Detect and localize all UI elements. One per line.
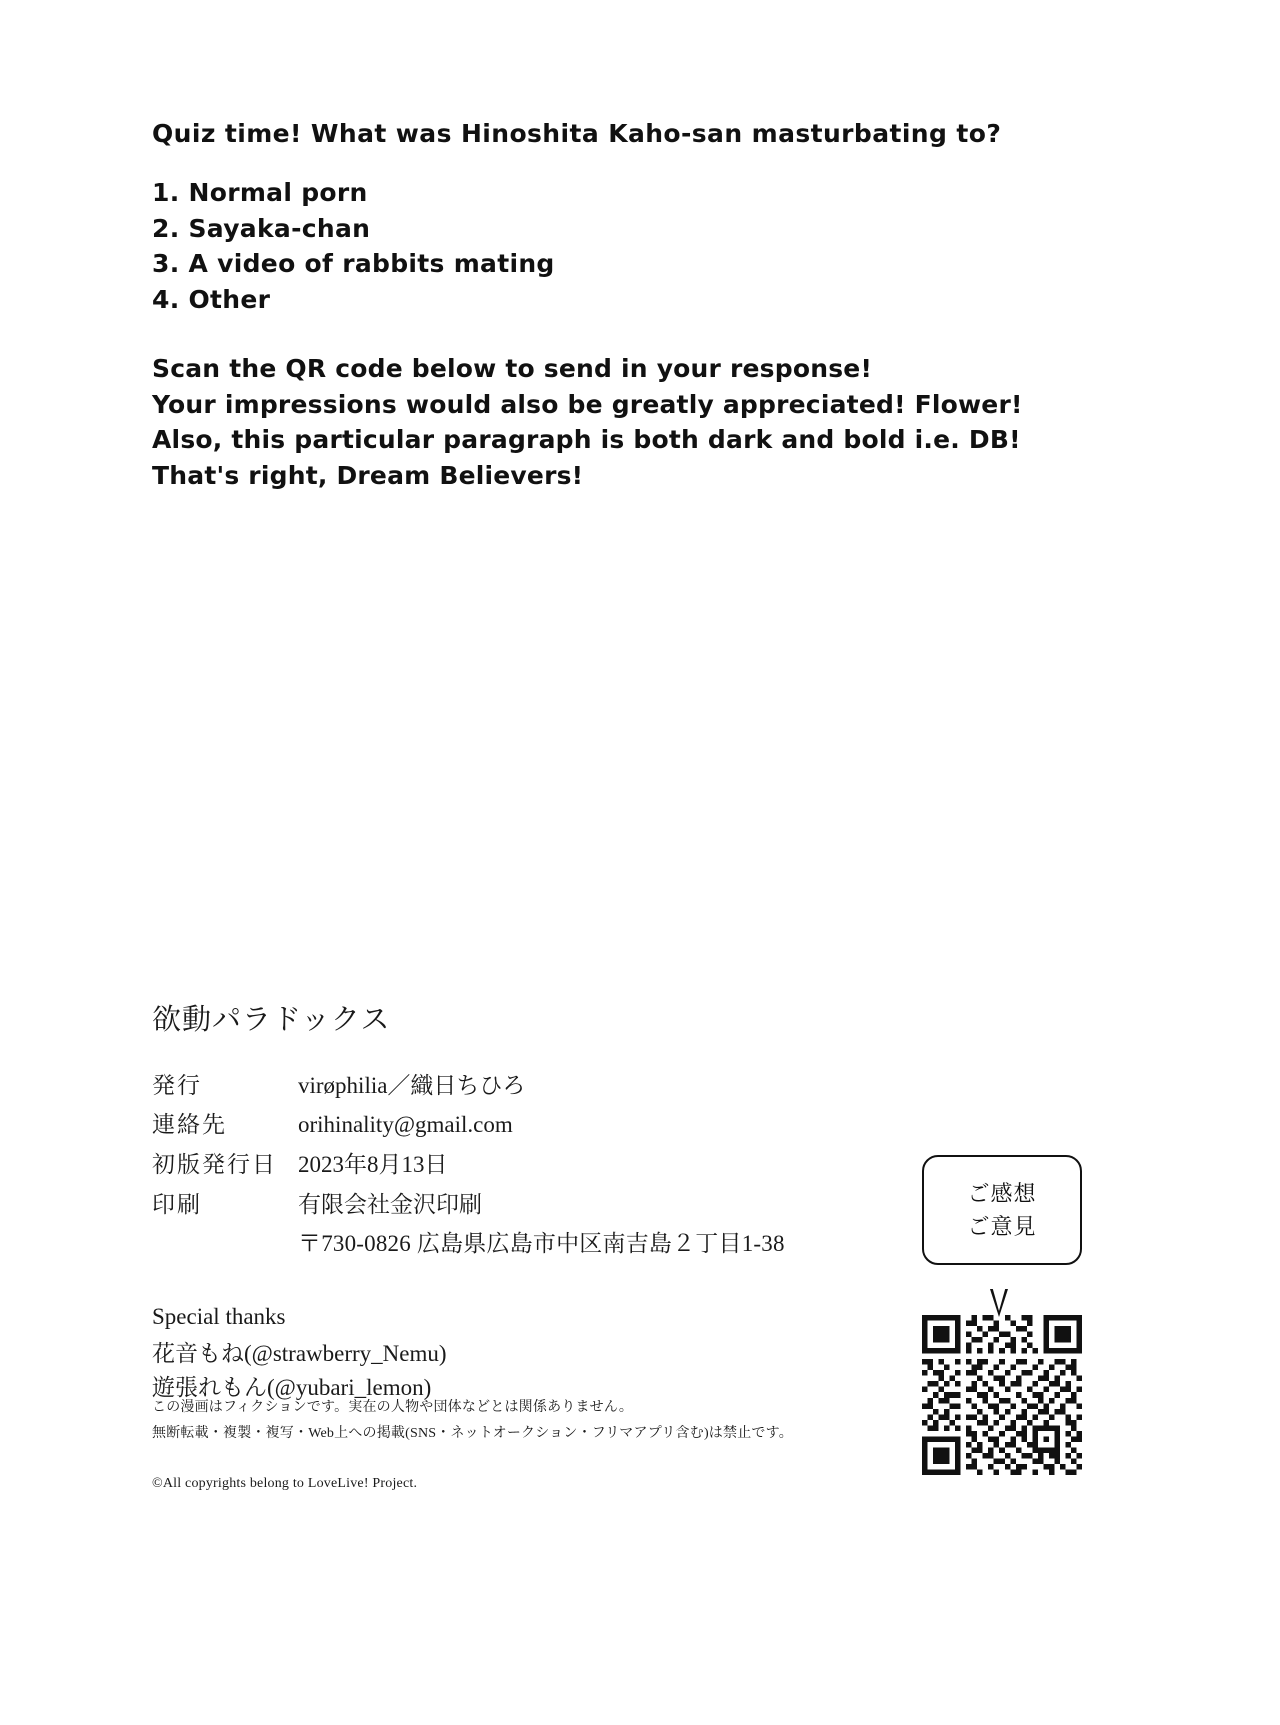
info-label-contact: 連絡先 [152,1112,227,1138]
quiz-option-2: 2. Sayaka-chan [152,213,371,243]
table-row [152,1147,785,1187]
speech-bubble [922,1155,1082,1265]
quiz-option-3: 3. A video of rabbits mating [152,249,555,279]
fineprint-line-2: 無断転載・複製・複写・Web上への掲載(SNS・ネットオークション・フリマアプリ含む)は禁止です。 [152,1425,793,1441]
info-label-first-edition-date: 初版発行日 [152,1152,277,1178]
info-label-publisher: 発行 [152,1072,202,1098]
quiz-instruction-line-1: Scan the QR code below to send in your response! [152,354,873,384]
quiz-options-list [152,175,1132,317]
bubble-line-2: ご意見 [967,1214,1037,1239]
info-value-printer-address: 〒730-0826 広島県広島市中区南吉島２丁目1-38 [298,1231,785,1257]
table-row [152,1226,785,1266]
special-thanks-heading: Special thanks [152,1304,286,1329]
work-title: 欲動パラドックス [152,1004,391,1036]
bubble-line-1: ご感想 [967,1181,1037,1206]
table-row [152,1107,785,1147]
info-value-printer: 有限会社金沢印刷 [298,1191,482,1217]
special-thanks-block [152,1300,912,1406]
quiz-instruction-line-3: Also, this particular paragraph is both dark and bold i.e. DB! [152,425,1021,455]
info-label-spacer [152,1226,292,1266]
special-thanks-item-2: 遊張れもん(@yubari_lemon) [152,1375,432,1400]
colophon-block [152,1003,912,1406]
table-row [152,1187,785,1227]
quiz-instruction-line-4: That's right, Dream Believers! [152,460,584,490]
quiz-block [152,118,1132,493]
quiz-title: Quiz time! What was Hinoshita Kaho-san masturbating to? [152,119,1002,148]
quiz-option-1: 1. Normal porn [152,178,368,208]
quiz-instructions [152,351,1132,493]
fineprint-line-1: この漫画はフィクションです。実在の人物や団体などとは関係ありません。 [152,1400,634,1415]
info-value-contact: orihinality@gmail.com [298,1112,513,1138]
fineprint-block [152,1395,952,1497]
info-label-printer: 印刷 [152,1191,202,1217]
info-value-first-edition-date: 2023年8月13日 [298,1152,448,1178]
feedback-qr-block [922,1155,1112,1480]
info-value-publisher: virøphilia／織日ちひろ [298,1072,526,1098]
quiz-instruction-line-2: Your impressions would also be greatly appreciated! Flower! [152,389,1023,419]
table-row [152,1068,785,1108]
copyright-notice: ©All copyrights belong to LoveLive! Project. [152,1475,418,1491]
special-thanks-item-1: 花音もね(@strawberry_Nemu) [152,1340,447,1366]
publication-info-table [152,1068,785,1266]
quiz-option-4: 4. Other [152,284,271,314]
qr-code-icon[interactable] [922,1315,1082,1475]
